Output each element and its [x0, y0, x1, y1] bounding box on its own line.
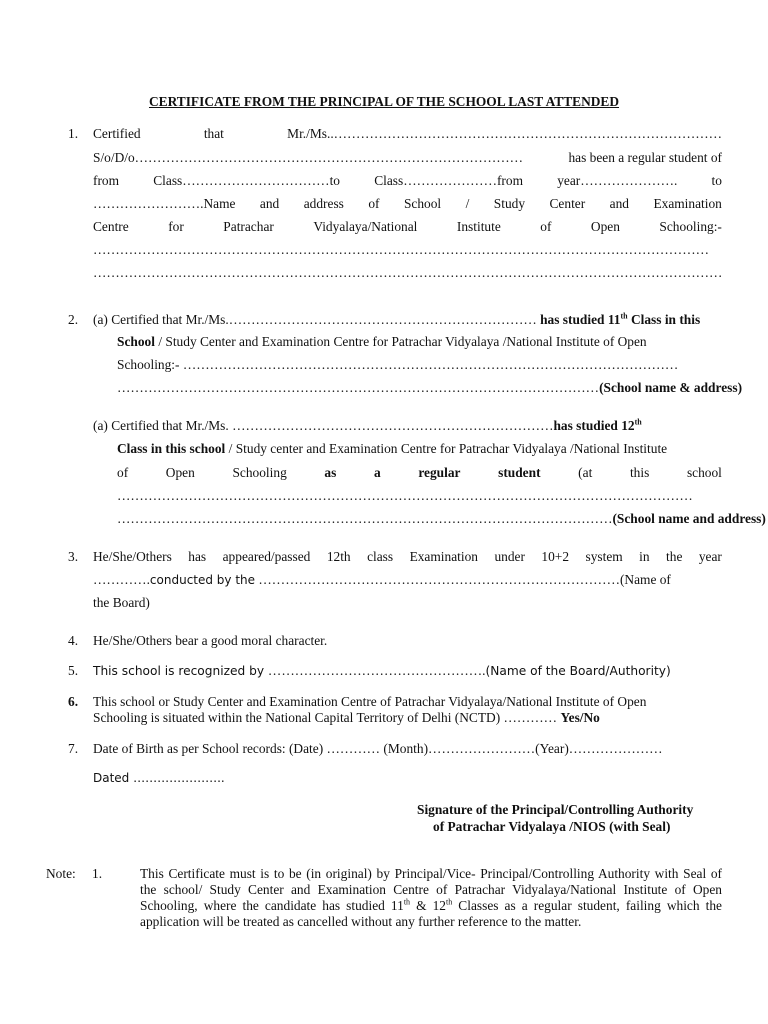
- item-2b-dotted-line: …………………………………………………………………………………………………………………: [117, 488, 693, 503]
- item-2b-word: school: [686, 465, 722, 480]
- item-2b-line-1: [93, 418, 642, 434]
- item-5-text: [93, 663, 671, 679]
- item-3-word: year: [698, 549, 722, 564]
- recognized-by-label: This school is recognized by: [93, 664, 265, 678]
- note-text: [140, 866, 722, 930]
- item-2b-word: of: [117, 465, 129, 480]
- item-1-word: year………………….: [557, 173, 678, 188]
- item-2b-word: student: [498, 465, 541, 480]
- item-2a-line-3: Schooling:- …………………………………………………………………………………………………: [117, 357, 679, 372]
- item-2a-studied: has studied 11: [540, 312, 621, 327]
- item-1-regular-student: has been a regular student of: [568, 150, 722, 165]
- item-1-line-2: [93, 150, 722, 166]
- item-1-word: Vidyalaya/National: [313, 219, 418, 234]
- item-3-word: Examination: [409, 549, 478, 564]
- item-1-word: Examination: [653, 196, 722, 211]
- item-2a-class: Class in this: [630, 312, 701, 327]
- item-3-number: 3.: [68, 549, 79, 564]
- item-3-word: He/She/Others: [93, 549, 172, 564]
- item-7-number: 7.: [68, 741, 79, 756]
- item-2b-line-3: [117, 465, 722, 481]
- note-paragraph-part: Classes as a regular student, failing which the application will be treated as cancelled without any further reference to the matter.: [140, 898, 722, 929]
- item-1-word: Centre: [93, 219, 129, 234]
- item-2b-certified: (a) Certified that Mr./Ms. ………………………………………………………………: [93, 418, 554, 433]
- note-paragraph-part: This Certificate must is to be (in original) by Principal/Vice- Principal/Controlling Authority with Seal of the school/ Study Center and Examination Centre of Patrachar Vidyalaya/National Institute of Open Schooling, where the candidate has studied 11: [140, 866, 722, 913]
- item-1-word: Institute: [456, 219, 501, 234]
- dotted-field: ………….: [93, 572, 150, 587]
- item-3-word: system: [585, 549, 623, 564]
- item-1-word: Mr./Ms..……………………………………………………………………………: [287, 126, 722, 141]
- item-3-word: appeared/passed: [222, 549, 311, 564]
- item-3-line-3: the Board): [93, 595, 150, 610]
- yes-no-label: Yes/No: [560, 710, 600, 725]
- school-name-address-label: (School name and address): [612, 511, 766, 526]
- item-1-line-1: [93, 126, 722, 142]
- board-authority-label: (Name of the Board/Authority): [485, 664, 671, 678]
- dotted-field: ………………………………………………………………………………………………: [117, 380, 600, 395]
- school-name-address-label: (School name & address): [599, 380, 743, 395]
- item-5-number: 5.: [68, 663, 79, 678]
- dated-field: Dated …………………..: [93, 771, 225, 785]
- item-1-word: that: [203, 126, 224, 141]
- item-2a-line-2: [117, 334, 647, 350]
- item-1-word: Schooling:-: [659, 219, 722, 234]
- item-2b-word: Schooling: [232, 465, 287, 480]
- item-3-line-2: [93, 572, 722, 588]
- item-6-number: 6.: [68, 694, 79, 709]
- item-2b-word: as: [324, 465, 337, 480]
- item-3-line-1: [93, 549, 722, 565]
- item-2b-studied: has studied 12: [553, 418, 635, 433]
- item-3-word: in: [639, 549, 650, 564]
- item-1-word: to: [711, 173, 722, 188]
- page-title: CERTIFICATE FROM THE PRINCIPAL OF THE SCHOOL LAST ATTENDED: [148, 94, 620, 109]
- item-1-word: and: [259, 196, 280, 211]
- item-7-dob: Date of Birth as per School records: (Date) ………… (Month)……………………(Year)…………………: [93, 741, 663, 756]
- item-2b-word: (at: [578, 465, 593, 480]
- item-1-word: Study: [493, 196, 526, 211]
- item-1-word: Patrachar: [223, 219, 274, 234]
- item-2b-word: regular: [418, 465, 461, 480]
- item-1-son-daughter-of: S/o/D/o……………………………………………………………………………: [93, 150, 523, 165]
- item-1-word: address: [303, 196, 344, 211]
- item-1-line-4: [93, 196, 722, 212]
- note-number: 1.: [92, 866, 103, 881]
- item-3-word: 10+2: [541, 549, 570, 564]
- item-4-number: 4.: [68, 633, 79, 648]
- item-6-line-1: This school or Study Center and Examination Centre of Patrachar Vidyalaya/National Institute of Open: [93, 694, 647, 709]
- item-2b-center: / Study center and Examination Centre for Patrachar Vidyalaya /National Institute: [228, 441, 668, 456]
- nctd-text: Schooling is situated within the National Capital Territory of Delhi (NCTD) …………: [93, 710, 558, 725]
- superscript: th: [620, 311, 628, 321]
- superscript: th: [634, 417, 642, 427]
- item-1-word: Certified: [93, 126, 141, 141]
- superscript: th: [446, 897, 453, 907]
- signature-line-2: of Patrachar Vidyalaya /NIOS (with Seal): [433, 819, 671, 834]
- item-1-word: Class…………………from: [374, 173, 523, 188]
- item-1-line-5: [93, 219, 722, 235]
- item-1-dotted-line: ……………………………………………………………………………………………………………………………: [93, 265, 722, 280]
- item-4-text: He/She/Others bear a good moral character.: [93, 633, 328, 648]
- item-1-word: for: [168, 219, 184, 234]
- item-2b-line-5: [117, 511, 766, 527]
- item-1-dotted-line: …………………………………………………………………………………………………………………………: [93, 242, 709, 257]
- note-label: Note:: [46, 866, 76, 881]
- item-1-word: Class……………………………to: [153, 173, 340, 188]
- item-2a-line-4: [117, 380, 742, 396]
- item-2a-school: School: [117, 334, 155, 349]
- item-1-word: Center: [549, 196, 586, 211]
- dotted-field: …………………………………………………………………………………………………: [117, 511, 613, 526]
- item-2b-line-2: [117, 441, 667, 457]
- item-1-word: of: [540, 219, 552, 234]
- item-1-line-3: [93, 173, 722, 189]
- item-1-word: from: [93, 173, 120, 188]
- item-2a-certified: (a) Certified that Mr./Ms.……………………………………………………………: [93, 312, 537, 327]
- item-3-word: class: [367, 549, 394, 564]
- item-2b-word: this: [629, 465, 650, 480]
- item-2a-line-1: [93, 312, 700, 328]
- item-2b-word: Open: [165, 465, 195, 480]
- dotted-field: ………………………………………….: [267, 663, 486, 678]
- item-1-word: …………………….Name: [93, 196, 236, 211]
- conducted-by-label: conducted by the: [149, 573, 256, 587]
- item-1-word: and: [609, 196, 629, 211]
- item-3-word: under: [494, 549, 525, 564]
- name-of-label: (Name of: [619, 572, 671, 587]
- item-6-line-2: [93, 710, 600, 726]
- item-1-word: /: [465, 196, 470, 211]
- item-3-word: has: [188, 549, 207, 564]
- item-1-word: School: [403, 196, 442, 211]
- item-2b-word: a: [373, 465, 381, 480]
- superscript: th: [403, 897, 411, 907]
- item-3-word: the: [666, 549, 683, 564]
- item-1-number: 1.: [68, 126, 79, 141]
- dotted-field: ………………………………………………………………………: [258, 572, 620, 587]
- item-1-word: Open: [590, 219, 620, 234]
- item-3-word: 12th: [326, 549, 351, 564]
- item-1-word: of: [368, 196, 380, 211]
- item-2-number: 2.: [68, 312, 79, 327]
- item-2b-class: Class in this school: [117, 441, 226, 456]
- item-2a-center: / Study Center and Examination Centre for Patrachar Vidyalaya /National Institute of Open: [158, 334, 647, 349]
- note-paragraph-part: & 12: [410, 898, 446, 913]
- signature-line-1: Signature of the Principal/Controlling Authority: [417, 802, 694, 817]
